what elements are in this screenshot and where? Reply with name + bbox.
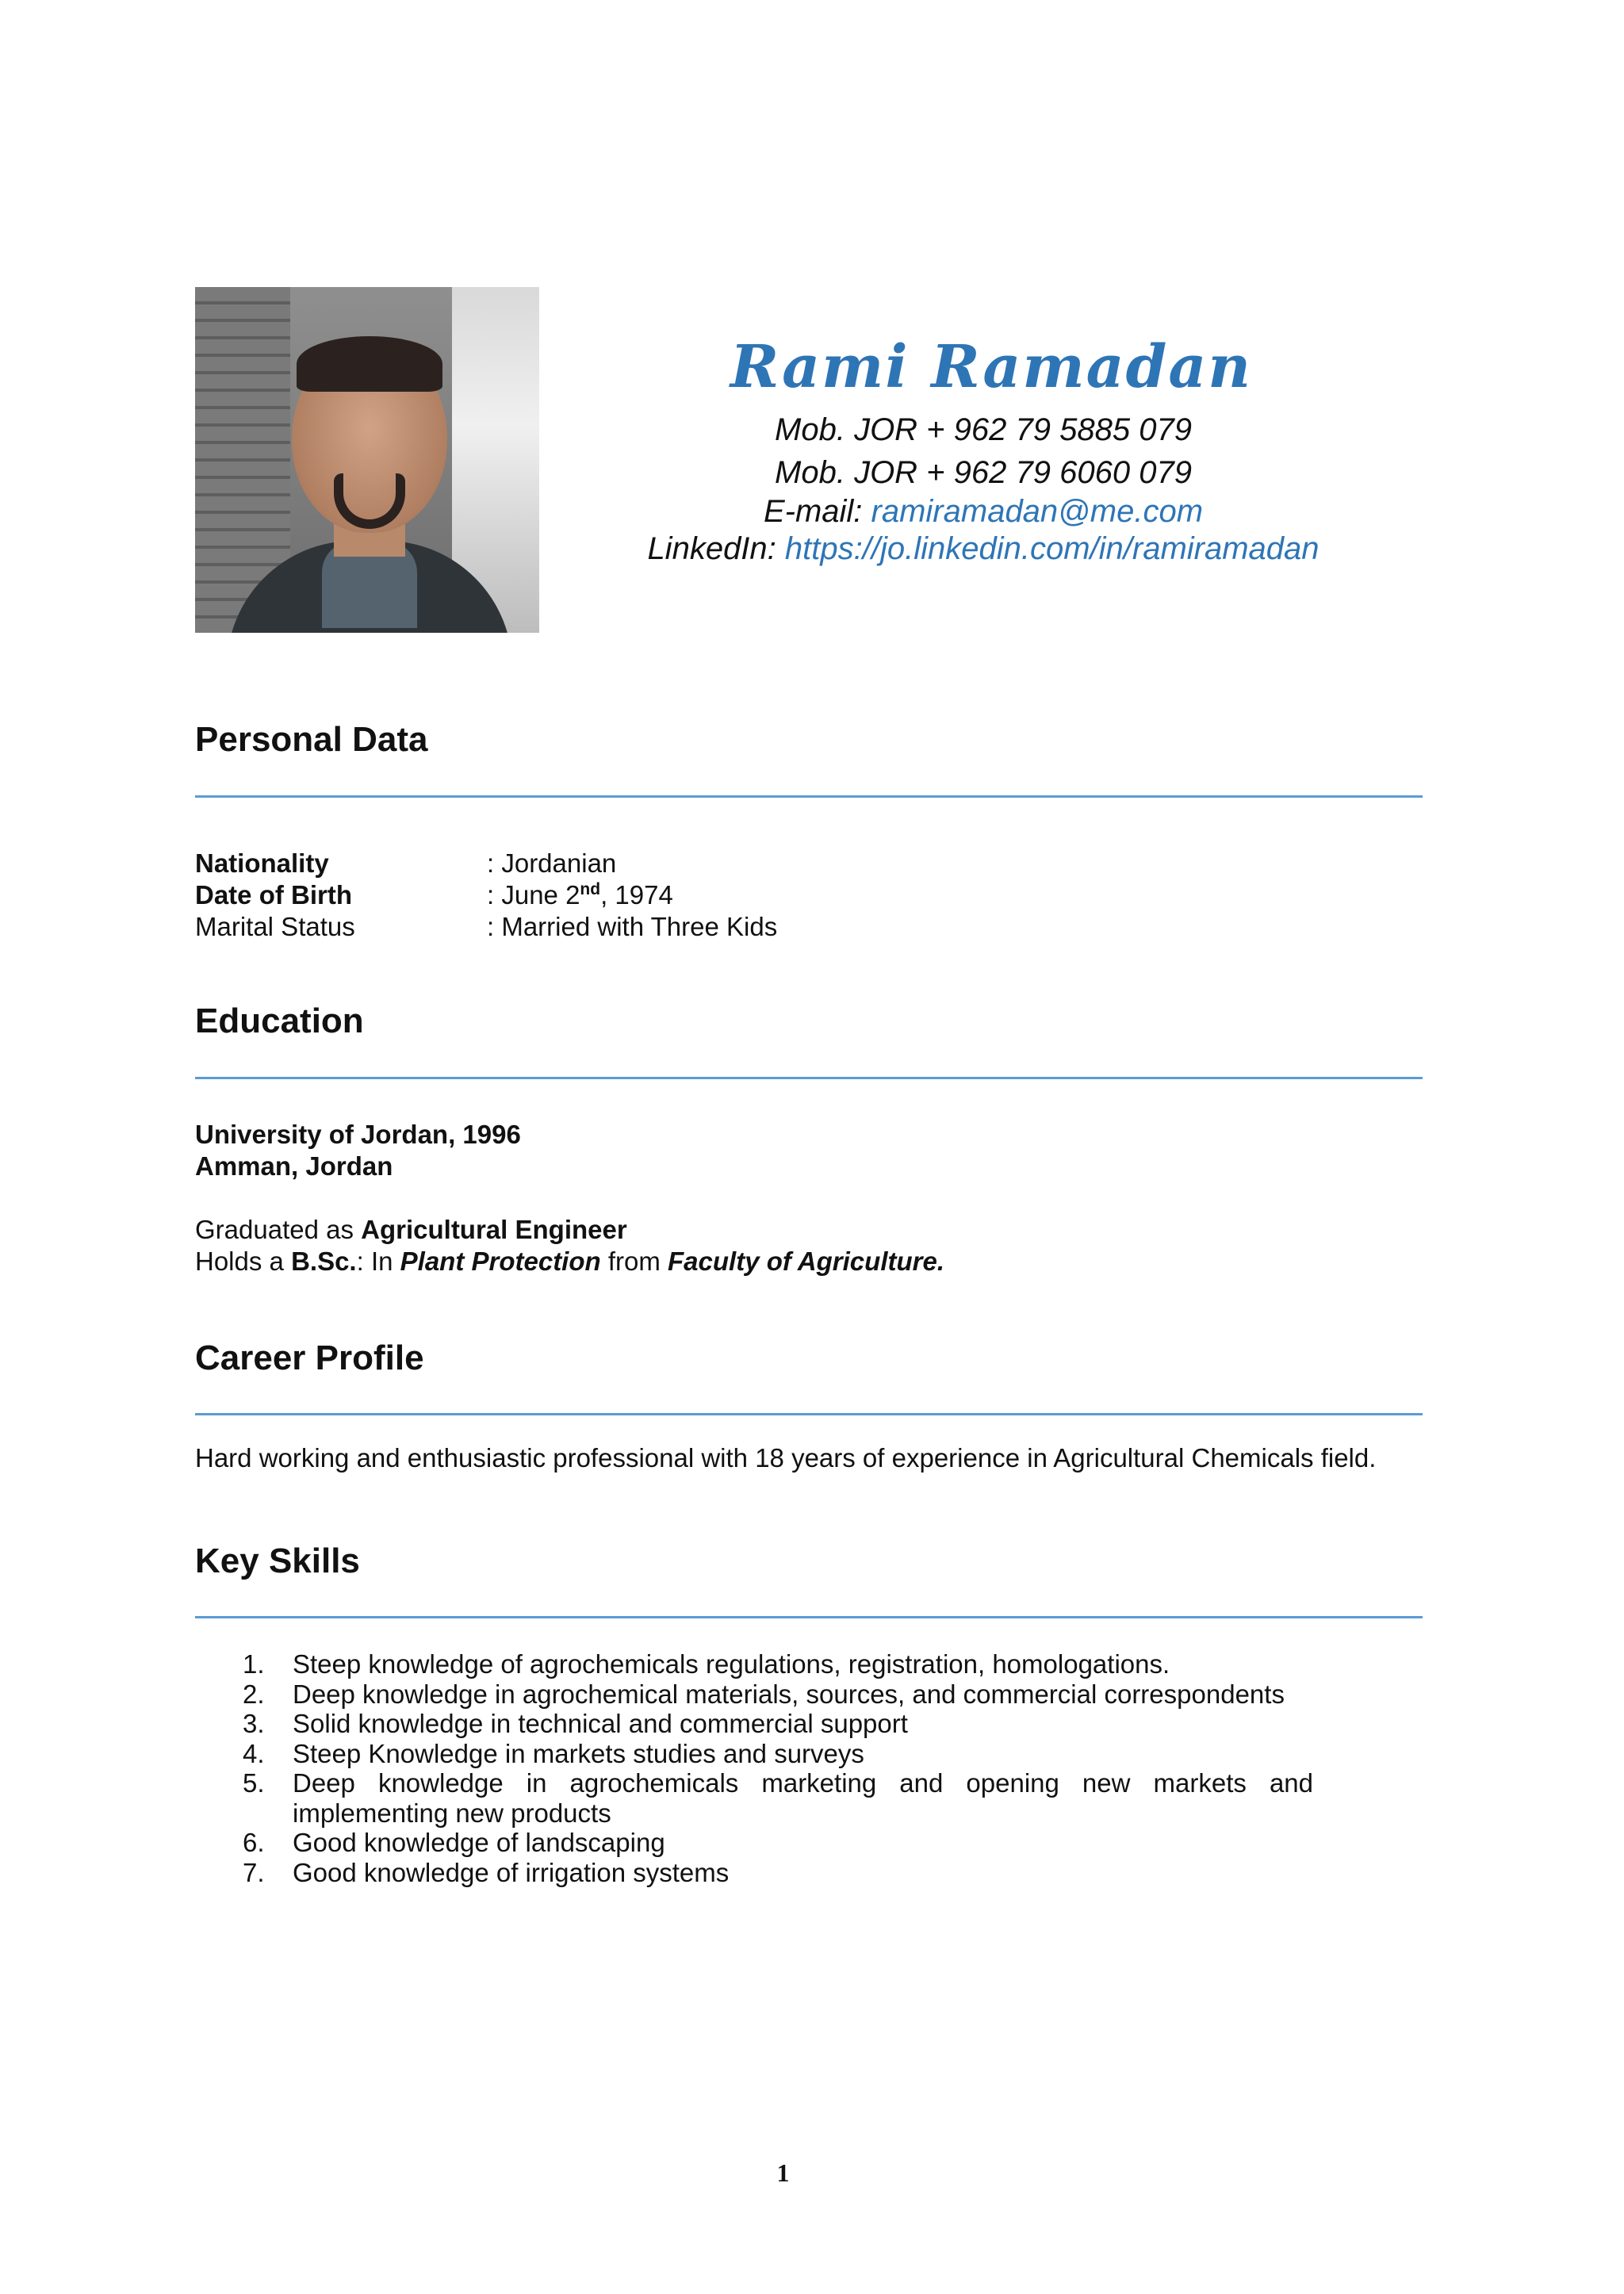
key-skills-heading: Key Skills xyxy=(195,1541,360,1580)
list-item: 5. Deep knowledge in agrochemicals marketing and opening new markets and implementing new products xyxy=(243,1768,1313,1828)
education-heading: Education xyxy=(195,1001,364,1040)
list-item: 3. Solid knowledge in technical and commercial support xyxy=(243,1709,908,1738)
page-number: 1 xyxy=(776,2158,790,2187)
dob-value: : June 2nd, 1974 xyxy=(487,880,673,910)
university: University of Jordan, 1996 xyxy=(195,1120,521,1149)
key-skills-list xyxy=(195,1649,1313,1887)
university-location: Amman, Jordan xyxy=(195,1151,393,1181)
dob-label: Date of Birth xyxy=(195,880,352,910)
list-item: 7. Good knowledge of irrigation systems xyxy=(243,1857,730,1887)
linkedin-label: LinkedIn: xyxy=(647,531,785,566)
profile-photo xyxy=(195,287,539,633)
personal-data-heading: Personal Data xyxy=(195,720,428,759)
linkedin-line xyxy=(603,531,1364,567)
list-item: 6. Good knowledge of landscaping xyxy=(243,1828,665,1857)
career-profile-text: Hard working and enthusiastic professional with 18 years of experience in Agricultural Chemicals field. xyxy=(195,1443,1377,1473)
marital-value: : Married with Three Kids xyxy=(487,912,778,941)
email-line xyxy=(603,494,1364,530)
mobile-2: Mob. JOR + 962 79 6060 079 xyxy=(775,455,1192,490)
nationality-label: Nationality xyxy=(195,848,329,878)
graduated-line: Graduated as Agricultural Engineer xyxy=(195,1215,627,1244)
list-item: 1. Steep knowledge of agrochemicals regulations, registration, homologations. xyxy=(243,1649,1170,1679)
key-skills-divider xyxy=(195,1616,1423,1618)
list-item: 4. Steep Knowledge in markets studies and surveys xyxy=(243,1738,864,1768)
email-link[interactable]: ramiramadan@me.com xyxy=(871,494,1204,529)
mobile-1: Mob. JOR + 962 79 5885 079 xyxy=(775,412,1192,447)
list-item: 2. Deep knowledge in agrochemical materials, sources, and commercial correspondents xyxy=(243,1679,1285,1709)
career-profile-heading: Career Profile xyxy=(195,1338,424,1377)
linkedin-link[interactable]: https://jo.linkedin.com/in/ramiramadan xyxy=(784,531,1320,566)
personal-data-divider xyxy=(195,795,1423,798)
candidate-name: Rami Ramadan xyxy=(730,333,1253,401)
degree-line: Holds a B.Sc.: In Plant Protection from Faculty of Agriculture. xyxy=(195,1247,944,1276)
email-label: E-mail: xyxy=(763,494,871,529)
nationality-value: : Jordanian xyxy=(487,848,617,878)
career-profile-divider xyxy=(195,1413,1423,1415)
education-divider xyxy=(195,1077,1423,1079)
marital-label: Marital Status xyxy=(195,912,355,941)
